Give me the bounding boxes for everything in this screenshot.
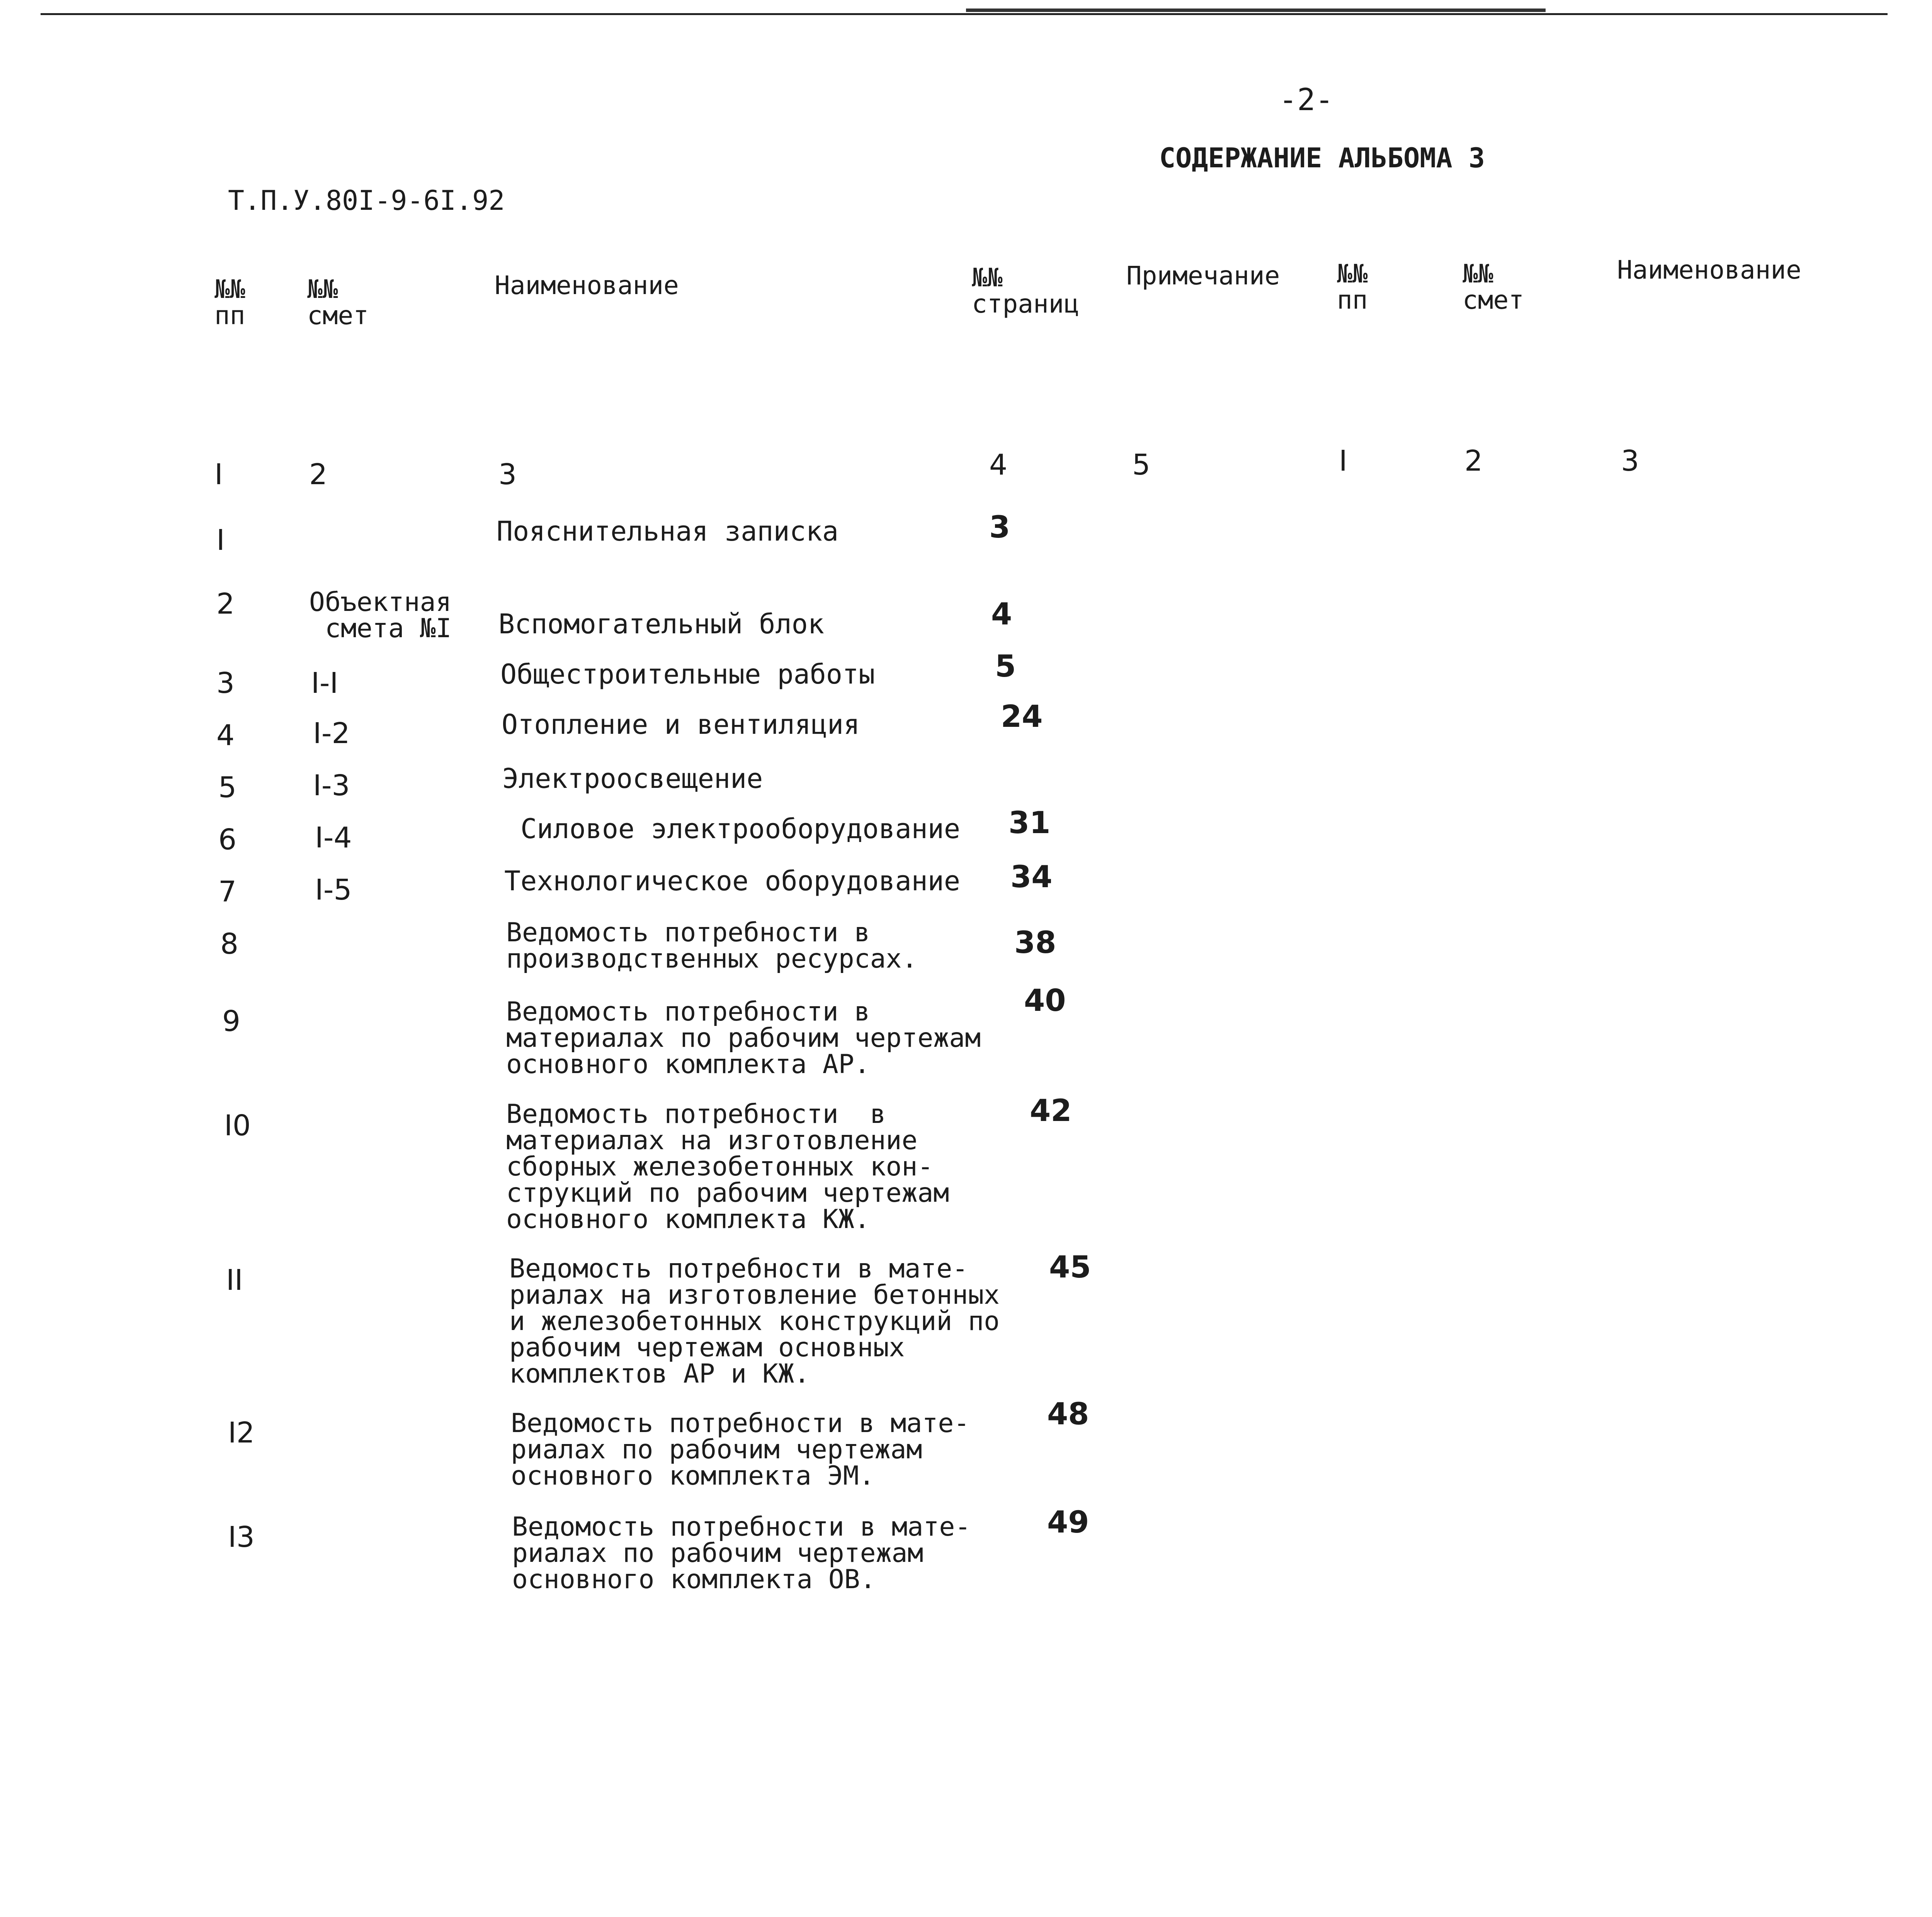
row-2-smeta: Объектная смета №I [309, 587, 452, 644]
column-number-left-5: 5 [1132, 448, 1151, 481]
row-13-page: 49 [1047, 1505, 1089, 1540]
top-border-scan-mark [966, 9, 1546, 12]
row-12-name: Ведомость потребности в мате- риалах по рабочим чертежам основного комплекта ЭМ. [511, 1408, 970, 1491]
row-5-smeta: I-3 [313, 769, 350, 802]
row-11-name: Ведомость потребности в мате- риалах на изготовление бетонных и железобетонных конструкций по рабочим чертежам основных комплектов АР и КЖ. [509, 1254, 1000, 1389]
row-5-name: Электроосвещение [502, 763, 763, 794]
row-7-name: Технологическое оборудование [504, 865, 961, 897]
column-number-left-4: 4 [989, 448, 1008, 481]
row-11-page: 45 [1049, 1250, 1091, 1285]
row-2-page: 4 [991, 597, 1012, 632]
row-7-page: 34 [1010, 860, 1053, 895]
row-12-page: 48 [1047, 1397, 1089, 1432]
row-7-num: 7 [218, 875, 237, 908]
header-num-left: №№ пп [214, 274, 245, 330]
row-9-name: Ведомость потребности в материалах по рабочим чертежам основного комплекта АР. [506, 997, 981, 1080]
row-7-smeta: I-5 [315, 873, 352, 907]
row-8-page: 38 [1014, 925, 1056, 960]
row-9-page: 40 [1024, 983, 1066, 1018]
header-name-left: Наименование [495, 270, 679, 300]
row-2-num: 2 [216, 587, 235, 621]
row-4-page: 24 [1001, 699, 1043, 734]
row-8-num: 8 [220, 927, 239, 961]
row-13-name: Ведомость потребности в мате- риалах по рабочим чертежам основного комплекта ОВ. [512, 1512, 971, 1595]
page-number: -2- [1279, 83, 1333, 117]
row-6-page: 31 [1009, 806, 1051, 840]
header-smeta-right: №№ смет [1463, 259, 1524, 315]
document-code: Т.П.У.80I-9-6I.92 [228, 185, 505, 216]
row-3-page: 5 [995, 649, 1016, 684]
row-6-num: 6 [218, 823, 237, 856]
row-8-name: Ведомость потребности в производственных ресурсах. [506, 917, 918, 974]
header-smeta-left: №№ смет [307, 274, 369, 330]
header-note-left: Примечание [1126, 261, 1280, 291]
header-num-right: №№ пп [1337, 259, 1368, 315]
row-3-num: 3 [216, 667, 235, 700]
row-1-name: Пояснительная записка [497, 515, 839, 547]
row-12-num: I2 [228, 1416, 255, 1449]
column-number-right-1: I [1339, 444, 1347, 478]
row-10-name: Ведомость потребности в материалах на изготовление сборных железобетонных кон- струкций по рабочим чертежам основного комплекта КЖ. [506, 1099, 949, 1235]
row-3-name: Общестроительные работы [500, 658, 875, 690]
row-10-page: 42 [1030, 1094, 1072, 1128]
column-number-right-2: 2 [1464, 444, 1483, 478]
row-1-num: I [216, 524, 225, 557]
row-4-smeta: I-2 [313, 717, 350, 750]
column-number-left-3: 3 [498, 458, 517, 491]
row-2-name: Вспомогательный блок [498, 608, 824, 640]
column-number-left-1: I [214, 458, 223, 491]
row-6-name: Силовое электрооборудование [504, 813, 961, 845]
header-pages-left: №№ страниц [972, 263, 1080, 319]
row-6-smeta: I-4 [315, 821, 352, 854]
row-1-page: 3 [989, 510, 1010, 545]
row-9-num: 9 [222, 1005, 241, 1038]
row-3-smeta: I-I [311, 667, 338, 700]
column-number-right-3: 3 [1621, 444, 1639, 478]
row-5-num: 5 [218, 771, 237, 804]
column-number-left-2: 2 [309, 458, 328, 491]
row-11-num: II [226, 1264, 243, 1297]
header-name-right: Наименование [1617, 255, 1801, 285]
row-4-name: Отопление и вентиляция [502, 709, 860, 740]
row-10-num: I0 [224, 1109, 251, 1142]
top-border-line [41, 13, 1888, 15]
row-4-num: 4 [216, 719, 235, 752]
row-13-num: I3 [228, 1521, 255, 1554]
album-title: СОДЕРЖАНИЕ АЛЬБОМА 3 [1159, 142, 1485, 174]
